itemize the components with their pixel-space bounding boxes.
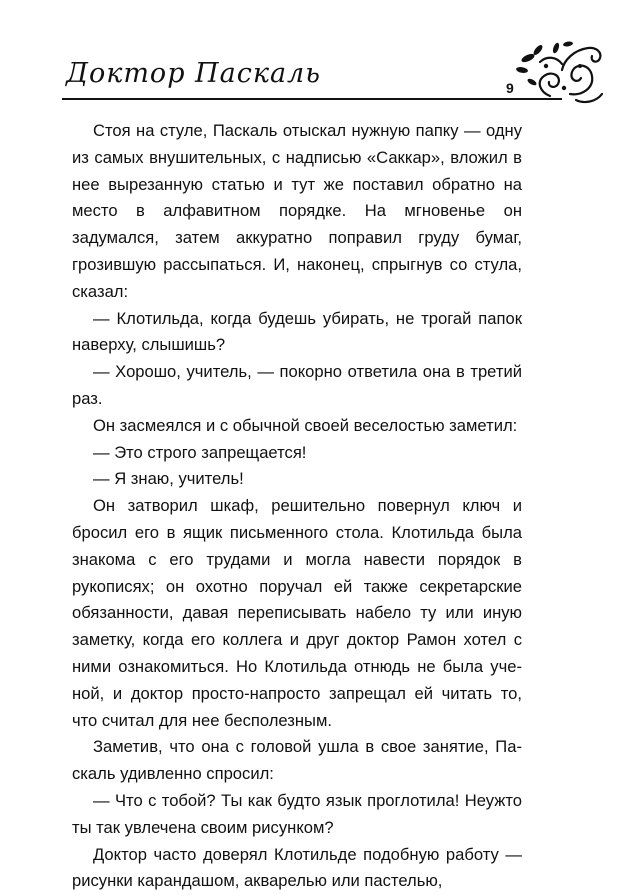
page-number: 9 — [506, 80, 514, 96]
paragraph: — Это строго запрещается! — [93, 442, 307, 462]
floral-ornament-icon — [510, 36, 606, 108]
body-text — [72, 118, 522, 895]
paragraph: Он засмеялся и с обычной своей веселостью заметил: — [93, 415, 518, 435]
paragraph: Стоя на стуле, Паскаль отыскал нужную папку — одну из самых внушительных, с надписью «Саккар», вложил в нее вырезанную статью и тут же поставил обратно на место в алфавитном порядке. На мгновенье он задумался, затем аккуратно поправил груду бумаг, грозившую рассыпаться. И, наконец, спрыгнув со стула, сказал: — [72, 121, 522, 301]
running-title: Доктор Паскаль — [66, 58, 321, 89]
paragraph: Заметив, что она с головой ушла в свое занятие, Паскаль удивленно спросил: — [72, 737, 522, 784]
page-header — [0, 0, 620, 110]
paragraph: — Хорошо, учитель, — покорно ответила она в третий раз. — [72, 362, 522, 408]
header-rule — [62, 98, 562, 100]
paragraph: — Клотильда, когда будешь убирать, не трогай папок наверху, слышишь? — [72, 308, 522, 355]
paragraph: Он затворил шкаф, решительно повернул ключ и бросил его в ящик письменного стола. Клотильда была знакома с его трудами и могла навести порядок в рукописях; он охотно поручал ей также секретарские обязанности, давая переписывать набело ту или иную заметку, когда его коллега и друг доктор Рамон хотел с ними ознакомиться. Но Клотильда отнюдь не была ученой, и доктор просто-напросто запрещал ей читать то, что считал для нее бесполезным. — [72, 496, 522, 730]
paragraph: Доктор часто доверял Клотильде подобную работу — рисунки карандашом, акварелью или пастелью, — [72, 844, 522, 891]
paragraph: — Что с тобой? Ты как будто язык проглотила! Неужто ты так увлечена своим рисунком? — [72, 790, 522, 837]
paragraph: — Я знаю, учитель! — [93, 469, 244, 489]
